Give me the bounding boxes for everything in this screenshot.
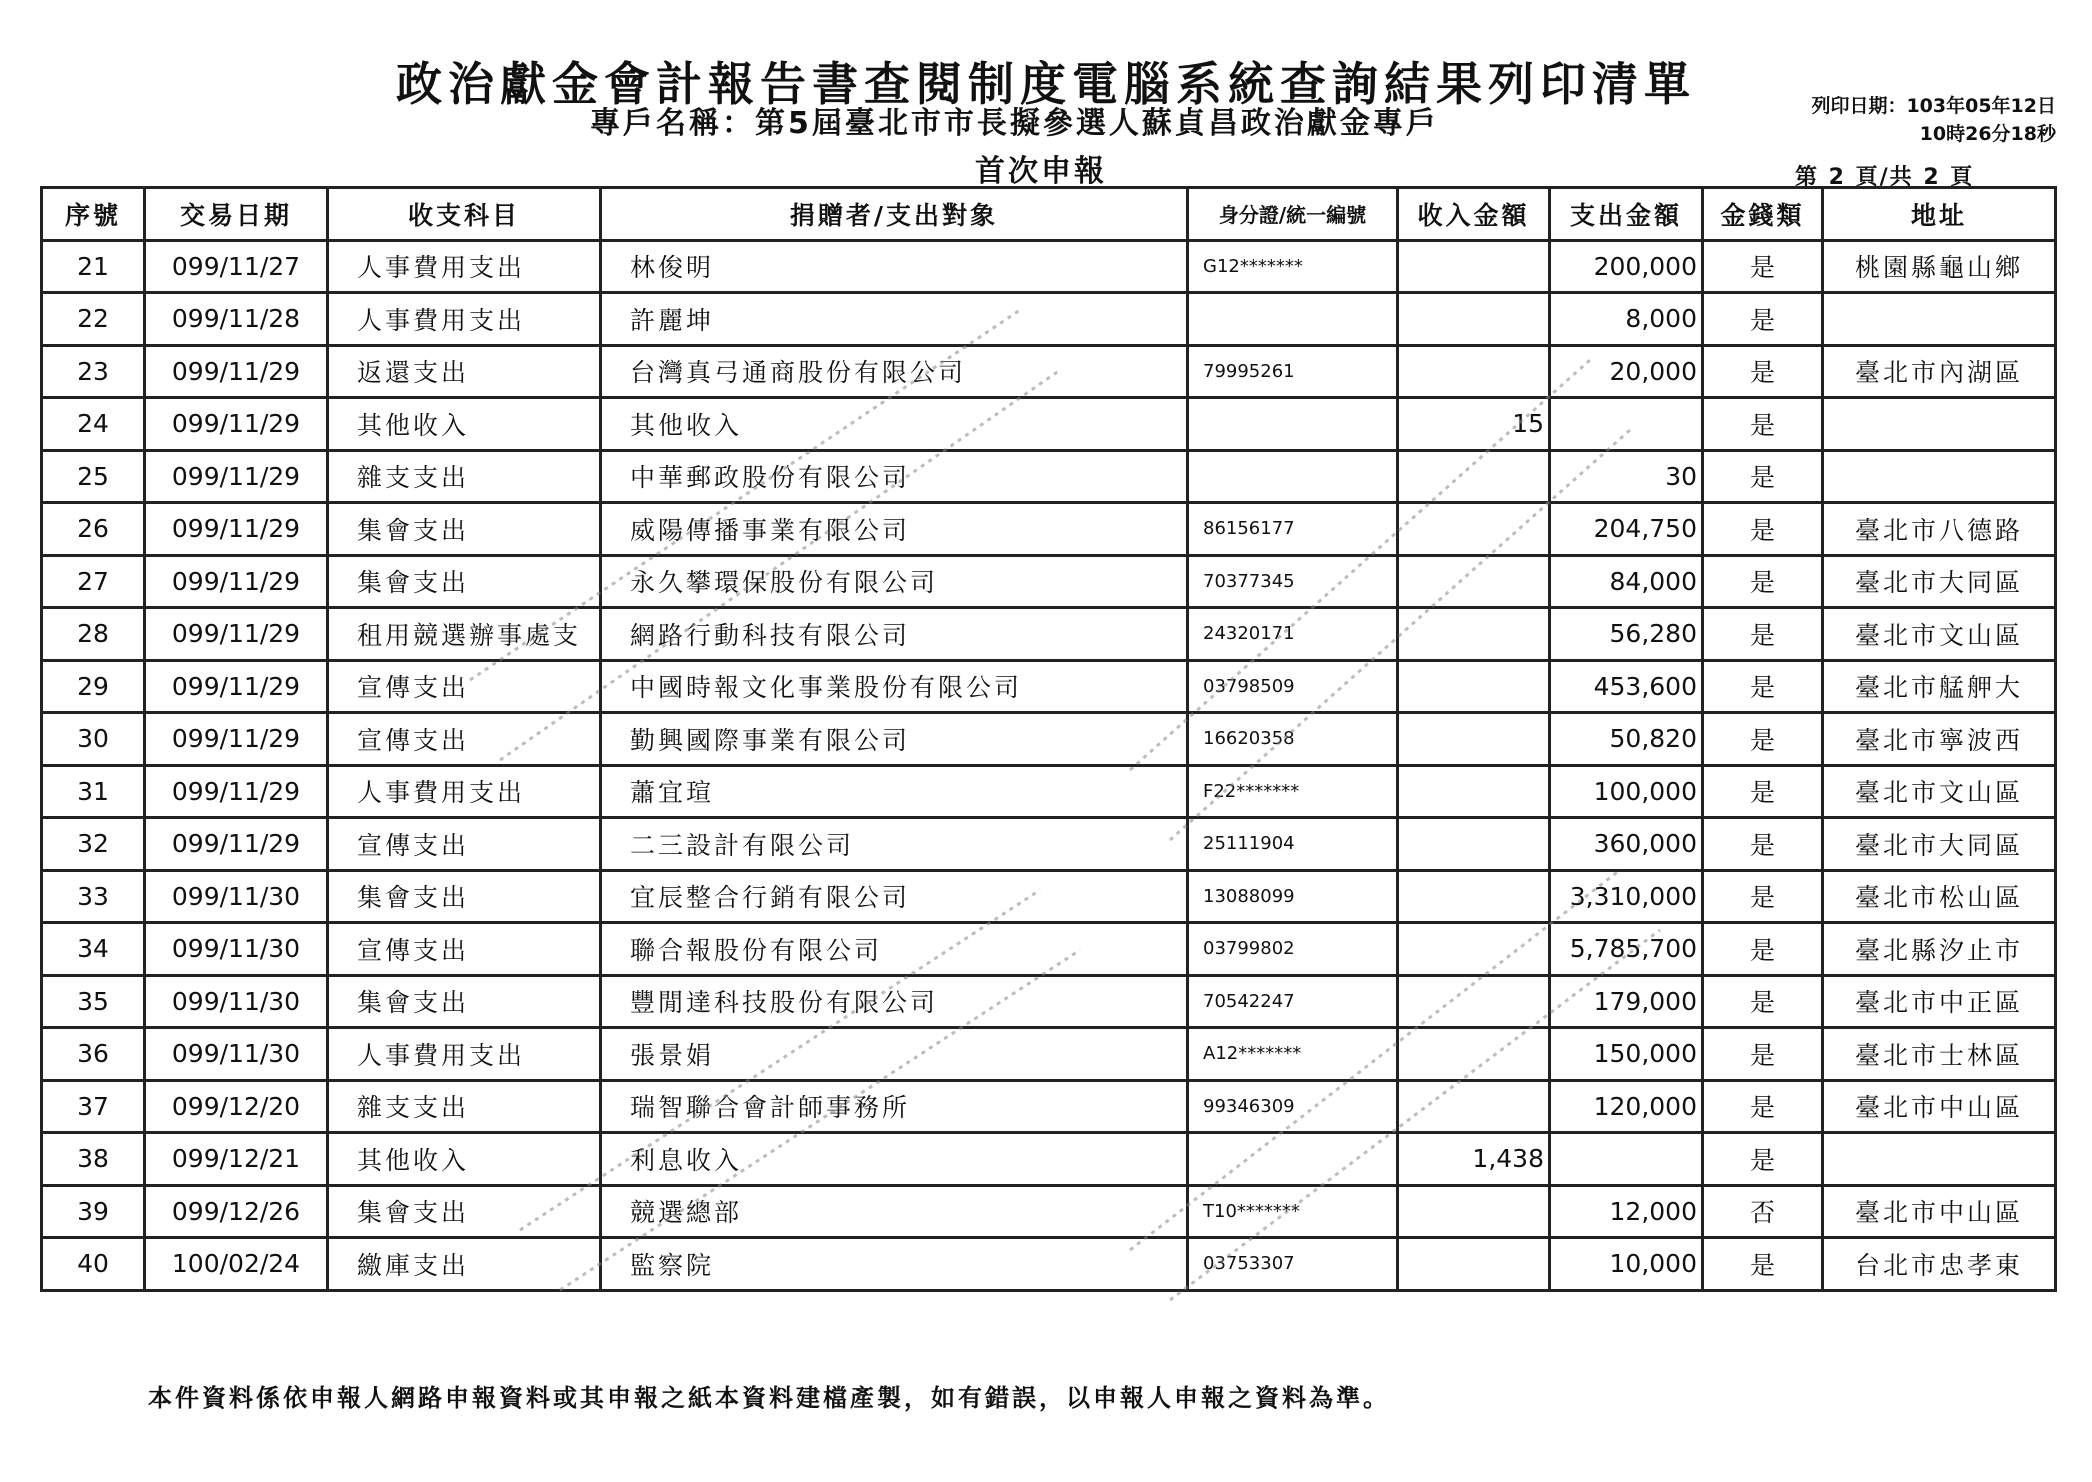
row-party: 蕭宜瑄 [601,765,1188,818]
print-date-block [1776,92,2056,148]
row-category: 人事費用支出 [328,1028,601,1081]
row-party: 競選總部 [601,1185,1188,1238]
row-address: 臺北市松山區 [1823,870,2056,923]
row-no: 26 [42,503,145,556]
row-no: 29 [42,660,145,713]
row-cash: 是 [1703,660,1823,713]
row-no: 28 [42,608,145,661]
row-id: 99346309 [1188,1080,1398,1133]
row-income [1398,1185,1550,1238]
row-no: 32 [42,818,145,871]
row-date: 099/11/29 [145,503,328,556]
row-date: 099/11/27 [145,240,328,293]
row-expense [1550,1133,1703,1186]
table-row [42,660,2056,713]
row-income [1398,240,1550,293]
row-address: 臺北市大同區 [1823,555,2056,608]
row-date: 099/11/29 [145,765,328,818]
row-cash: 是 [1703,1028,1823,1081]
row-date: 099/11/29 [145,608,328,661]
row-party: 許麗坤 [601,293,1188,346]
row-income [1398,555,1550,608]
row-no: 24 [42,398,145,451]
row-date: 099/11/29 [145,450,328,503]
row-no: 33 [42,870,145,923]
row-address [1823,293,2056,346]
row-party: 張景娟 [601,1028,1188,1081]
row-party: 網路行動科技有限公司 [601,608,1188,661]
row-category: 人事費用支出 [328,293,601,346]
row-income [1398,870,1550,923]
row-category: 宣傳支出 [328,818,601,871]
row-cash: 是 [1703,450,1823,503]
row-no: 21 [42,240,145,293]
row-category: 租用競選辦事處支 [328,608,601,661]
row-cash: 否 [1703,1185,1823,1238]
table-row [42,1185,2056,1238]
row-no: 34 [42,923,145,976]
row-id: 24320171 [1188,608,1398,661]
row-income [1398,345,1550,398]
row-income [1398,818,1550,871]
row-expense [1550,398,1703,451]
row-income [1398,450,1550,503]
row-category: 集會支出 [328,503,601,556]
report-title: 政治獻金會計報告書查閱制度電腦系統查詢結果列印清單 [396,57,1696,111]
row-category: 返還支出 [328,345,601,398]
row-expense: 100,000 [1550,765,1703,818]
row-expense: 179,000 [1550,975,1703,1028]
row-address: 臺北市大同區 [1823,818,2056,871]
row-expense: 150,000 [1550,1028,1703,1081]
row-address: 臺北市文山區 [1823,608,2056,661]
table-row [42,713,2056,766]
row-address: 臺北市士林區 [1823,1028,2056,1081]
table-row [42,975,2056,1028]
row-cash: 是 [1703,818,1823,871]
row-income [1398,293,1550,346]
row-category: 集會支出 [328,975,601,1028]
table-row [42,1238,2056,1291]
row-category: 集會支出 [328,555,601,608]
row-id: 25111904 [1188,818,1398,871]
row-no: 39 [42,1185,145,1238]
row-address: 臺北市中山區 [1823,1080,2056,1133]
table-row [42,503,2056,556]
row-date: 100/02/24 [145,1238,328,1291]
row-id: 13088099 [1188,870,1398,923]
row-date: 099/12/26 [145,1185,328,1238]
row-id [1188,1133,1398,1186]
row-id: 03753307 [1188,1238,1398,1291]
row-id: 86156177 [1188,503,1398,556]
row-address: 臺北縣汐止市 [1823,923,2056,976]
row-category: 人事費用支出 [328,765,601,818]
row-id: F22******* [1188,765,1398,818]
row-category: 雜支支出 [328,450,601,503]
row-cash: 是 [1703,293,1823,346]
row-income [1398,660,1550,713]
row-cash: 是 [1703,1238,1823,1291]
row-expense: 360,000 [1550,818,1703,871]
row-category: 集會支出 [328,870,601,923]
row-category: 人事費用支出 [328,240,601,293]
row-income [1398,1080,1550,1133]
row-address: 臺北市內湖區 [1823,345,2056,398]
row-address: 臺北市中正區 [1823,975,2056,1028]
row-cash: 是 [1703,608,1823,661]
row-income [1398,1028,1550,1081]
row-income [1398,765,1550,818]
row-party: 聯合報股份有限公司 [601,923,1188,976]
row-address: 臺北市寧波西 [1823,713,2056,766]
page-info: 第 2 頁/共 2 頁 [1795,165,1975,190]
row-expense: 3,310,000 [1550,870,1703,923]
col-header-party: 捐贈者/支出對象 [601,188,1188,241]
row-party: 威陽傳播事業有限公司 [601,503,1188,556]
row-income [1398,975,1550,1028]
row-party: 監察院 [601,1238,1188,1291]
table-row [42,240,2056,293]
row-id: A12******* [1188,1028,1398,1081]
row-cash: 是 [1703,555,1823,608]
row-party: 林俊明 [601,240,1188,293]
row-address: 台北市忠孝東 [1823,1238,2056,1291]
row-cash: 是 [1703,923,1823,976]
row-expense: 5,785,700 [1550,923,1703,976]
row-expense: 200,000 [1550,240,1703,293]
row-party: 中華郵政股份有限公司 [601,450,1188,503]
row-address [1823,450,2056,503]
row-income [1398,1238,1550,1291]
row-date: 099/11/29 [145,345,328,398]
row-date: 099/11/28 [145,293,328,346]
table-row [42,398,2056,451]
col-header-address: 地址 [1823,188,2056,241]
table-row [42,923,2056,976]
row-no: 25 [42,450,145,503]
row-address: 桃園縣龜山鄉 [1823,240,2056,293]
row-category: 宣傳支出 [328,660,601,713]
row-date: 099/11/29 [145,818,328,871]
table-row [42,818,2056,871]
print-time: 10時26分18秒 [1919,123,2056,145]
table-row [42,608,2056,661]
row-id: 16620358 [1188,713,1398,766]
row-income [1398,923,1550,976]
report-type: 首次申報 [975,154,1107,189]
row-expense: 204,750 [1550,503,1703,556]
row-date: 099/11/30 [145,923,328,976]
row-id: 03798509 [1188,660,1398,713]
row-cash: 是 [1703,713,1823,766]
row-no: 27 [42,555,145,608]
row-party: 台灣真弓通商股份有限公司 [601,345,1188,398]
row-date: 099/11/30 [145,870,328,923]
table-row [42,450,2056,503]
row-expense: 20,000 [1550,345,1703,398]
row-no: 37 [42,1080,145,1133]
row-no: 35 [42,975,145,1028]
table-row [42,765,2056,818]
row-date: 099/11/29 [145,555,328,608]
row-date: 099/11/29 [145,713,328,766]
row-date: 099/11/30 [145,1028,328,1081]
row-no: 23 [42,345,145,398]
row-address [1823,398,2056,451]
transactions-table [40,186,2057,1292]
row-date: 099/12/20 [145,1080,328,1133]
table-row [42,1028,2056,1081]
row-expense: 10,000 [1550,1238,1703,1291]
row-party: 永久攀環保股份有限公司 [601,555,1188,608]
row-cash: 是 [1703,975,1823,1028]
row-no: 38 [42,1133,145,1186]
row-address [1823,1133,2056,1186]
row-party: 豐閒達科技股份有限公司 [601,975,1188,1028]
row-income: 1,438 [1398,1133,1550,1186]
row-no: 30 [42,713,145,766]
row-date: 099/11/29 [145,398,328,451]
table-row [42,555,2056,608]
row-no: 22 [42,293,145,346]
row-cash: 是 [1703,1133,1823,1186]
row-address: 臺北市艋舺大 [1823,660,2056,713]
row-no: 31 [42,765,145,818]
row-income [1398,503,1550,556]
row-expense: 50,820 [1550,713,1703,766]
row-cash: 是 [1703,1080,1823,1133]
table-row [42,345,2056,398]
row-no: 40 [42,1238,145,1291]
row-category: 雜支支出 [328,1080,601,1133]
row-party: 利息收入 [601,1133,1188,1186]
table-row [42,293,2056,346]
row-address: 臺北市八德路 [1823,503,2056,556]
col-header-category: 收支科目 [328,188,601,241]
row-cash: 是 [1703,870,1823,923]
footer-note: 本件資料係依申報人網路申報資料或其申報之紙本資料建檔產製，如有錯誤，以申報人申報之資料為準。 [148,1384,1390,1412]
row-expense: 8,000 [1550,293,1703,346]
row-id: 70542247 [1188,975,1398,1028]
row-expense: 84,000 [1550,555,1703,608]
row-id: 70377345 [1188,555,1398,608]
row-cash: 是 [1703,398,1823,451]
row-expense: 12,000 [1550,1185,1703,1238]
row-category: 宣傳支出 [328,713,601,766]
col-header-expense: 支出金額 [1550,188,1703,241]
row-cash: 是 [1703,240,1823,293]
row-cash: 是 [1703,345,1823,398]
row-category: 集會支出 [328,1185,601,1238]
row-expense: 30 [1550,450,1703,503]
row-id [1188,293,1398,346]
row-party: 二三設計有限公司 [601,818,1188,871]
row-date: 099/11/29 [145,660,328,713]
row-income [1398,608,1550,661]
table-row [42,870,2056,923]
row-address: 臺北市中山區 [1823,1185,2056,1238]
col-header-date: 交易日期 [145,188,328,241]
account-name: 專戶名稱：第5屆臺北市市長擬參選人蘇貞昌政治獻金專戶 [590,106,1439,141]
row-party: 中國時報文化事業股份有限公司 [601,660,1188,713]
row-cash: 是 [1703,765,1823,818]
row-date: 099/12/21 [145,1133,328,1186]
row-id: G12******* [1188,240,1398,293]
row-category: 其他收入 [328,1133,601,1186]
col-header-cash: 金錢類 [1703,188,1823,241]
col-header-no: 序號 [42,188,145,241]
row-cash: 是 [1703,503,1823,556]
row-expense: 120,000 [1550,1080,1703,1133]
row-address: 臺北市文山區 [1823,765,2056,818]
row-income [1398,713,1550,766]
table-row [42,1080,2056,1133]
row-expense: 453,600 [1550,660,1703,713]
row-category: 繳庫支出 [328,1238,601,1291]
row-id: 03799802 [1188,923,1398,976]
row-no: 36 [42,1028,145,1081]
row-id: T10******* [1188,1185,1398,1238]
row-category: 宣傳支出 [328,923,601,976]
print-date: 列印日期：103年05年12日 [1811,95,2056,117]
row-id [1188,450,1398,503]
row-category: 其他收入 [328,398,601,451]
row-party: 瑞智聯合會計師事務所 [601,1080,1188,1133]
row-id [1188,398,1398,451]
row-party: 勤興國際事業有限公司 [601,713,1188,766]
col-header-id: 身分證/統一編號 [1188,188,1398,241]
col-header-income: 收入金額 [1398,188,1550,241]
row-party: 其他收入 [601,398,1188,451]
row-income: 15 [1398,398,1550,451]
row-party: 宜辰整合行銷有限公司 [601,870,1188,923]
row-id: 79995261 [1188,345,1398,398]
row-expense: 56,280 [1550,608,1703,661]
table-header-row [42,188,2056,241]
row-date: 099/11/30 [145,975,328,1028]
table-row [42,1133,2056,1186]
